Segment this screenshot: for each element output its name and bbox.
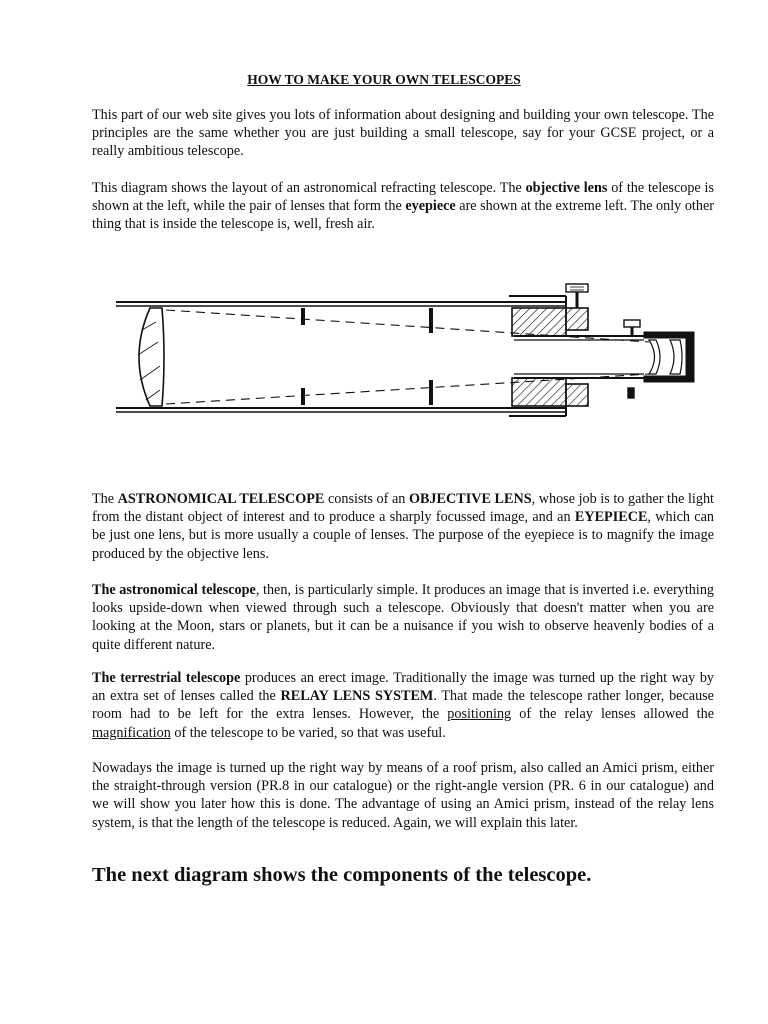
main-tube	[116, 296, 566, 416]
bold-term-astronomical-telescope: ASTRONOMICAL TELESCOPE	[117, 491, 325, 507]
baffles	[301, 308, 433, 405]
page-title: HOW TO MAKE YOUR OWN TELESCOPES	[247, 72, 521, 87]
terrestrial-telescope-paragraph	[92, 669, 714, 742]
amici-prism-paragraph: Nowadays the image is turned up the right way by means of a roof prism, also called an Amici prism, either the straight-through version (PR.8 in our catalogue) or the right-angle version (PR. 6 in our catalogue) and we will show you later how this is done. The advantage of using an Amici prism, instead of the relay lens system, is that the length of the telescope is reduced. Again, we will explain this later.	[92, 760, 714, 831]
text-run: of the telescope to be varied, so that was useful.	[170, 724, 446, 741]
bold-term-astronomical-telescope: The astronomical telescope	[92, 582, 256, 598]
text-run: produces an erect image. Traditionally the image was turned up the right way by an extra set of lenses called the	[92, 670, 715, 705]
objective-lens	[138, 308, 164, 406]
next-diagram-heading: The next diagram shows the components of the telescope.	[92, 864, 592, 886]
bold-term-relay-lens-system: RELAY LENS SYSTEM	[280, 688, 434, 705]
text-run: , whose job is to gather the light from the distant object of interest and to produce a sharply focussed image, and an	[92, 491, 714, 526]
text-run: . That made the telescope rather longer, because room had to be left for the extra lenses. However, the	[92, 688, 714, 723]
intro-paragraph: This part of our web site gives you lots of information about designing and building your own telescope. The principles are the same whether you are just building a small telescope, say for your GCSE project, or a really ambitious telescope.	[92, 107, 714, 160]
text-run: , which can be just one lens, but is more usually a couple of lenses. The purpose of the eyepiece is to magnify the image produced by the objective lens.	[92, 509, 714, 562]
simple-telescope-paragraph	[92, 581, 714, 654]
underlined-term-magnification: magnification	[92, 724, 171, 741]
bold-term-eyepiece: eyepiece	[405, 198, 456, 215]
bold-term-terrestrial-telescope: The terrestrial telescope	[92, 670, 241, 686]
locking-screw	[624, 320, 640, 398]
text-run: of the relay lenses allowed the	[511, 706, 714, 723]
diagram-intro-paragraph	[92, 179, 714, 234]
text-run: of the telescope is shown at the left, while the pair of lenses that form the	[92, 180, 714, 215]
astronomical-telescope-paragraph	[92, 490, 714, 563]
underlined-term-positioning: positioning	[447, 706, 512, 723]
text-run: This diagram shows the layout of an astronomical refracting telescope. The	[92, 180, 526, 196]
refracting-telescope-diagram	[104, 250, 708, 470]
bold-term-objective-lens: objective lens	[525, 180, 608, 196]
text-run: consists of an	[324, 491, 409, 507]
bold-term-objective-lens: OBJECTIVE LENS	[408, 491, 532, 507]
text-run: are shown at the extreme left. The only other thing that is inside the telescope is, well, fresh air.	[92, 198, 714, 233]
bold-term-eyepiece: EYEPIECE	[574, 509, 648, 526]
text-run: The	[92, 491, 118, 507]
draw-tube	[514, 336, 644, 378]
text-run: , then, is particularly simple. It produces an image that is inverted i.e. everything looks upside-down when viewed through such a telescope. Obviously that doesn't matter when you are looking at the Moon, stars or planets, but it can be a nuisance if you wish to observe heavenly bodies of a quite different nature.	[92, 582, 715, 653]
focuser-housing	[512, 308, 588, 406]
focus-knob	[566, 284, 588, 308]
eyepiece	[644, 332, 694, 382]
